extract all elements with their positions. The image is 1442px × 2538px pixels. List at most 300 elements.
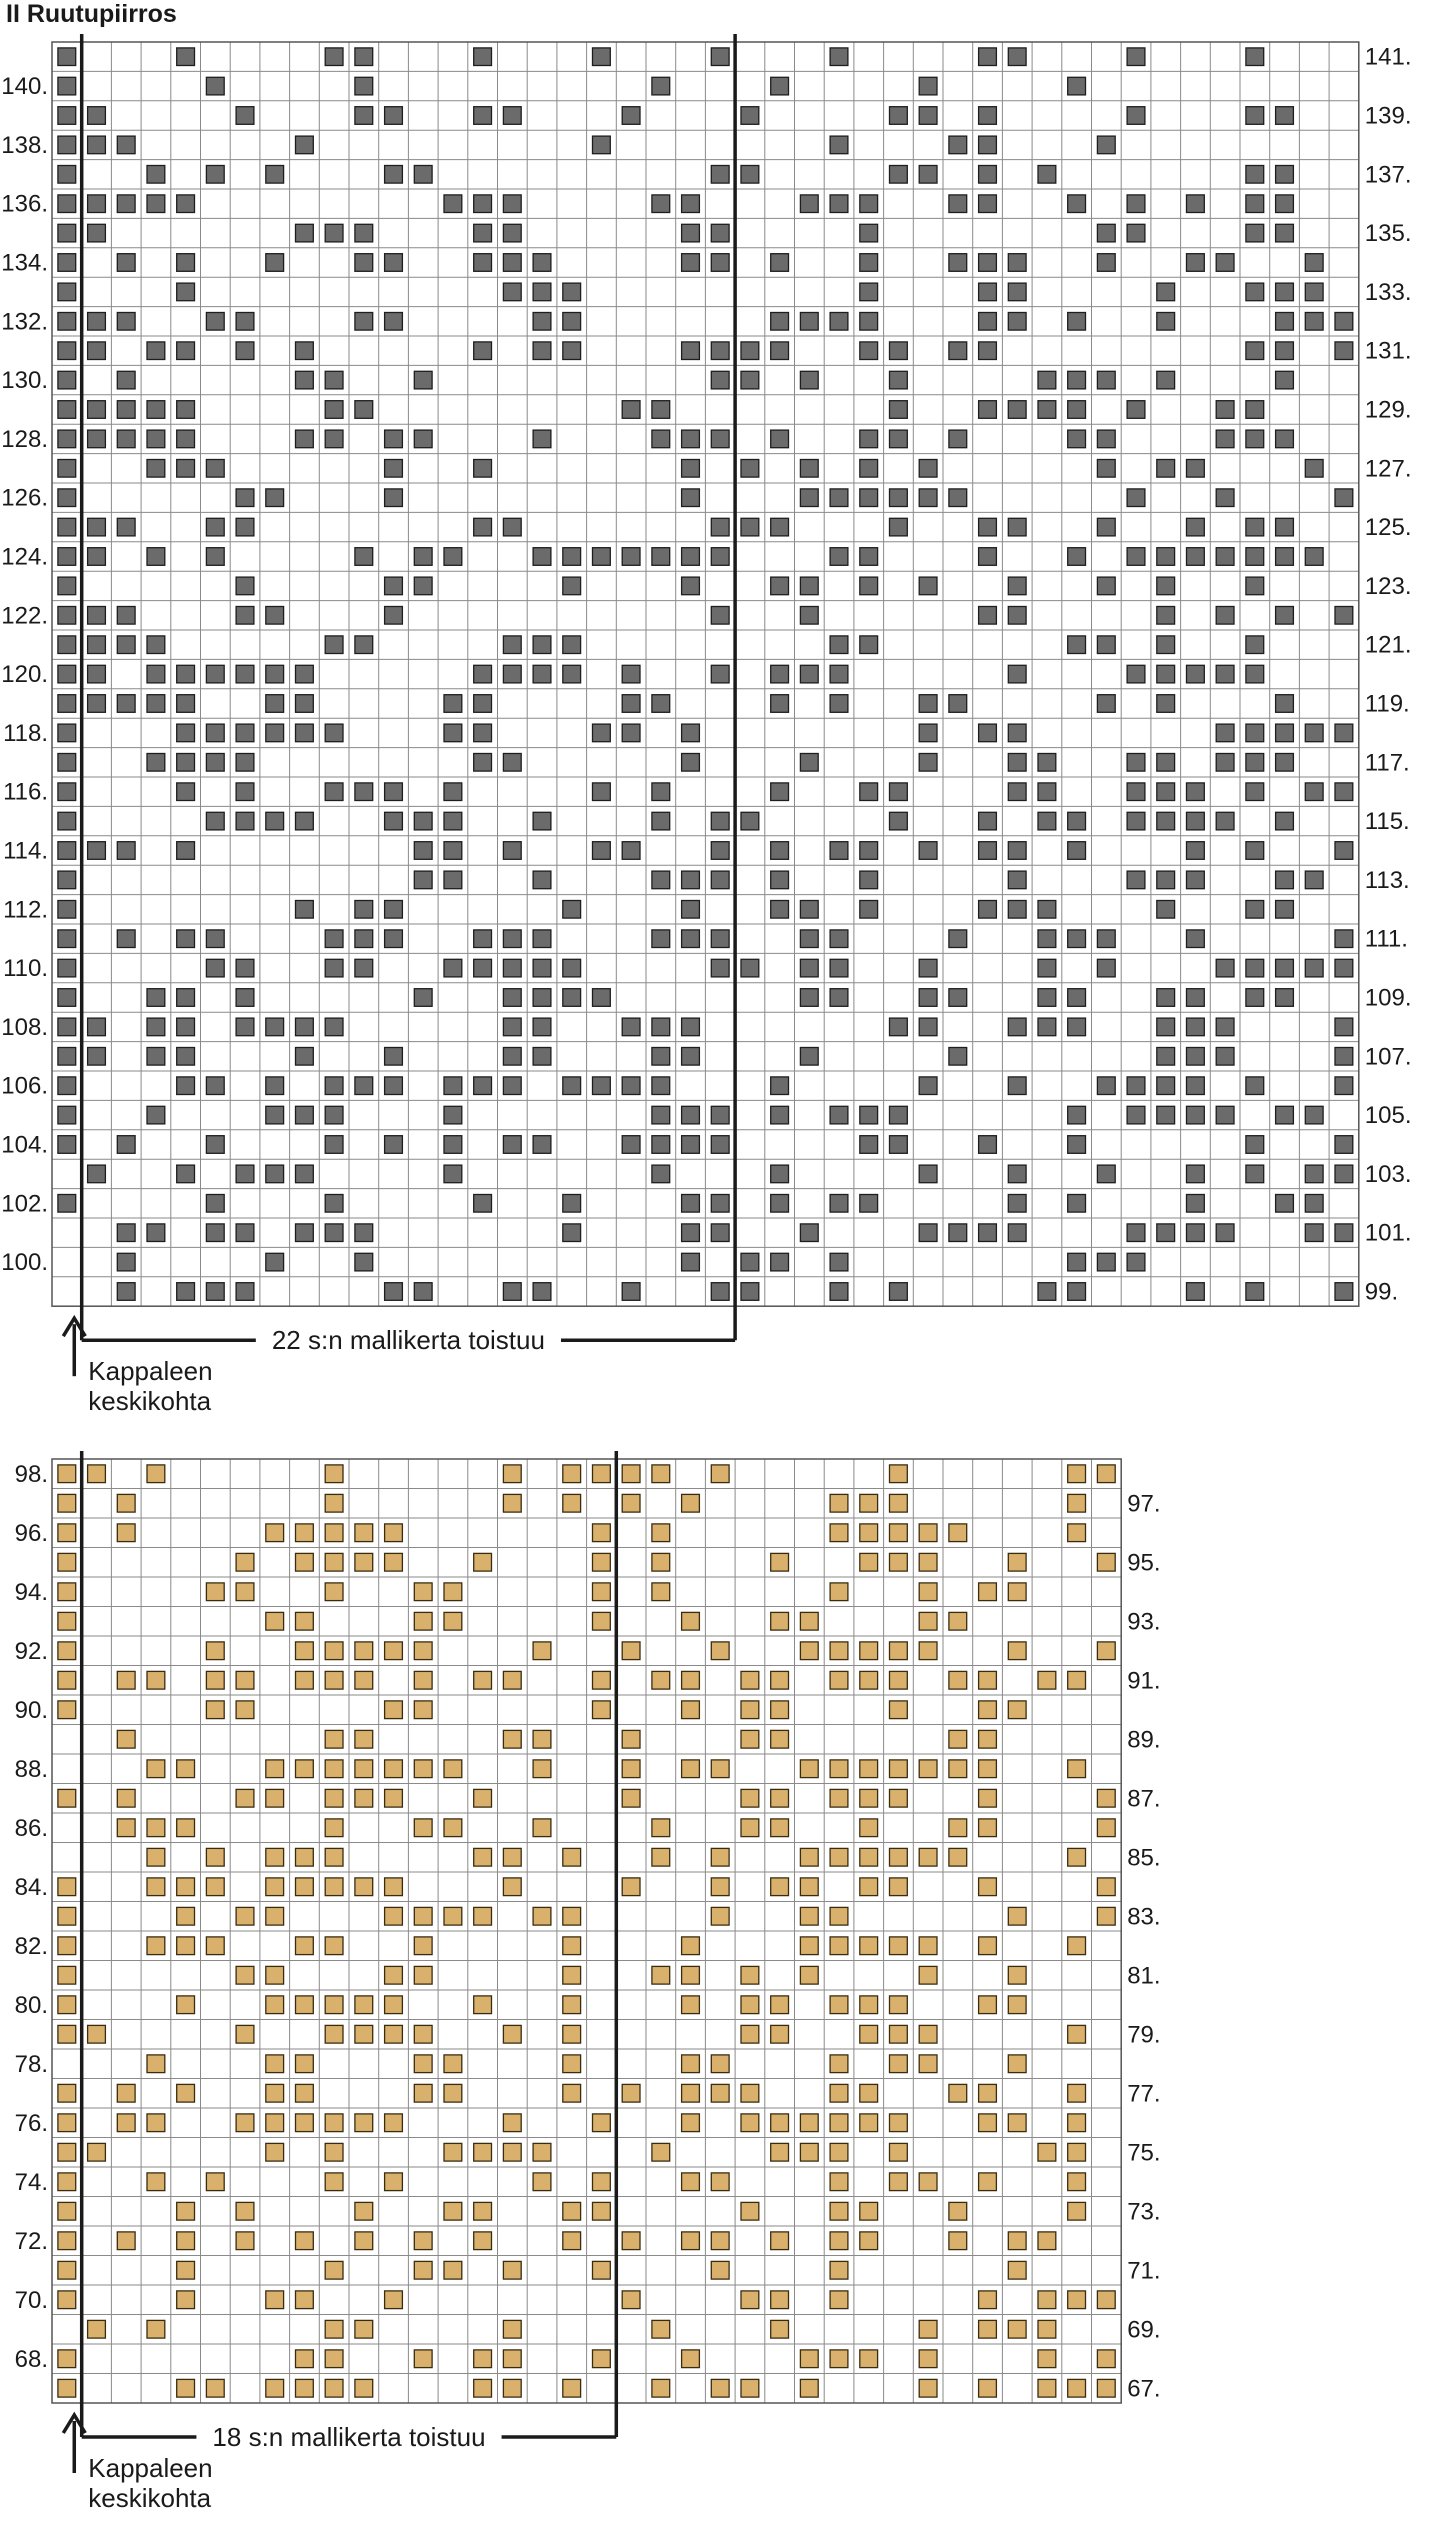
upper-stitch-row-107	[147, 1048, 165, 1066]
lower-stitch-row-93	[58, 1612, 76, 1630]
upper-stitch-row-123	[919, 577, 937, 595]
lower-stitch-row-89	[949, 1730, 967, 1748]
lower-stitch-row-82	[682, 1937, 700, 1955]
upper-stitch-row-120	[533, 665, 551, 683]
lower-stitch-row-96	[355, 1524, 373, 1542]
upper-stitch-row-103	[444, 1165, 462, 1183]
lower-stitch-row-84	[771, 1878, 789, 1896]
upper-stitch-row-119	[266, 695, 284, 713]
upper-stitch-row-113	[711, 871, 729, 889]
lower-stitch-row-72	[682, 2232, 700, 2250]
upper-stitch-row-141	[593, 48, 611, 66]
upper-stitch-row-138	[593, 136, 611, 154]
lower-stitch-row-90	[58, 1701, 76, 1719]
upper-stitch-row-141	[58, 48, 76, 66]
lower-stitch-row-73	[949, 2202, 967, 2220]
lower-stitch-row-94	[325, 1583, 343, 1601]
chart-title: II Ruutupiirros	[6, 0, 177, 28]
lower-stitch-row-86	[949, 1819, 967, 1837]
upper-stitch-row-123	[414, 577, 432, 595]
lower-stitch-row-67	[355, 2379, 373, 2397]
upper-row-label-left: 110.	[3, 955, 48, 983]
lower-stitch-row-86	[741, 1819, 759, 1837]
lower-stitch-row-98	[147, 1465, 165, 1483]
lower-stitch-row-72	[117, 2232, 135, 2250]
lower-stitch-row-91	[325, 1671, 343, 1689]
upper-row-label-right: 105.	[1364, 1102, 1412, 1130]
upper-stitch-row-112	[979, 901, 997, 919]
lower-stitch-row-97	[325, 1494, 343, 1512]
upper-stitch-row-121	[58, 636, 76, 654]
upper-stitch-row-117	[682, 754, 700, 772]
upper-stitch-row-115	[711, 812, 729, 830]
upper-stitch-row-109	[1038, 989, 1056, 1007]
lower-stitch-row-68	[58, 2350, 76, 2368]
upper-stitch-row-114	[919, 842, 937, 860]
lower-stitch-row-80	[266, 1996, 284, 2014]
lower-stitch-row-72	[711, 2232, 729, 2250]
upper-stitch-row-114	[860, 842, 878, 860]
upper-stitch-row-106	[771, 1077, 789, 1095]
upper-stitch-row-123	[563, 577, 581, 595]
lower-stitch-row-87	[236, 1789, 254, 1807]
upper-stitch-row-111	[830, 930, 848, 948]
upper-stitch-row-123	[1008, 577, 1026, 595]
upper-stitch-row-105	[1127, 1106, 1145, 1124]
lower-stitch-row-95	[296, 1553, 314, 1571]
lower-stitch-row-74	[979, 2173, 997, 2191]
lower-stitch-row-68	[296, 2350, 314, 2368]
upper-stitch-row-121	[1157, 636, 1175, 654]
upper-stitch-row-103	[296, 1165, 314, 1183]
upper-stitch-row-124	[206, 548, 224, 566]
upper-stitch-row-139	[741, 107, 759, 125]
upper-stitch-row-122	[385, 607, 403, 625]
lower-stitch-row-70	[1038, 2291, 1056, 2309]
upper-stitch-row-106	[444, 1077, 462, 1095]
lower-stitch-row-96	[949, 1524, 967, 1542]
lower-stitch-row-83	[444, 1907, 462, 1925]
lower-stitch-row-89	[979, 1730, 997, 1748]
lower-stitch-row-75	[58, 2143, 76, 2161]
upper-stitch-row-101	[1305, 1224, 1323, 1242]
upper-stitch-row-116	[860, 783, 878, 801]
lower-stitch-row-84	[979, 1878, 997, 1896]
lower-stitch-row-95	[593, 1553, 611, 1571]
upper-stitch-row-106	[563, 1077, 581, 1095]
upper-row-label-left: 134.	[1, 249, 48, 277]
upper-stitch-row-106	[206, 1077, 224, 1095]
upper-stitch-row-102	[563, 1195, 581, 1213]
upper-stitch-row-132	[236, 313, 254, 331]
lower-stitch-row-87	[979, 1789, 997, 1807]
lower-stitch-row-98	[563, 1465, 581, 1483]
upper-stitch-row-139	[236, 107, 254, 125]
upper-stitch-row-138	[830, 136, 848, 154]
upper-stitch-row-107	[296, 1048, 314, 1066]
lower-stitch-row-92	[414, 1642, 432, 1660]
upper-stitch-row-132	[58, 313, 76, 331]
upper-stitch-row-99	[741, 1283, 759, 1301]
upper-stitch-row-122	[1216, 607, 1234, 625]
upper-stitch-row-99	[414, 1283, 432, 1301]
lower-stitch-row-73	[860, 2202, 878, 2220]
upper-stitch-row-132	[533, 313, 551, 331]
upper-stitch-row-134	[1305, 254, 1323, 272]
lower-stitch-row-85	[800, 1848, 818, 1866]
upper-stitch-row-124	[711, 548, 729, 566]
upper-stitch-row-115	[236, 812, 254, 830]
lower-stitch-row-76	[117, 2114, 135, 2132]
upper-stitch-row-106	[58, 1077, 76, 1095]
lower-stitch-row-81	[563, 1966, 581, 1984]
upper-row-label-right: 137.	[1364, 161, 1412, 189]
lower-stitch-row-84	[800, 1878, 818, 1896]
upper-stitch-row-118	[325, 724, 343, 742]
lower-stitch-row-71	[830, 2261, 848, 2279]
upper-stitch-row-105	[147, 1106, 165, 1124]
upper-stitch-row-127	[1097, 460, 1115, 478]
upper-stitch-row-114	[830, 842, 848, 860]
upper-stitch-row-132	[771, 313, 789, 331]
upper-stitch-row-109	[1068, 989, 1086, 1007]
lower-stitch-row-97	[58, 1494, 76, 1512]
upper-stitch-row-135	[860, 224, 878, 242]
upper-stitch-row-103	[652, 1165, 670, 1183]
lower-stitch-row-86	[147, 1819, 165, 1837]
upper-stitch-row-101	[563, 1224, 581, 1242]
upper-stitch-row-134	[682, 254, 700, 272]
upper-stitch-row-135	[1246, 224, 1264, 242]
lower-stitch-row-88	[177, 1760, 195, 1778]
upper-stitch-row-112	[1157, 901, 1175, 919]
lower-stitch-row-98	[593, 1465, 611, 1483]
lower-stitch-row-85	[325, 1848, 343, 1866]
upper-stitch-row-130	[414, 371, 432, 389]
lower-stitch-row-77	[741, 2084, 759, 2102]
lower-stitch-row-75	[444, 2143, 462, 2161]
upper-stitch-row-112	[1276, 901, 1294, 919]
upper-stitch-row-114	[58, 842, 76, 860]
upper-stitch-row-107	[682, 1048, 700, 1066]
lower-stitch-row-78	[919, 2055, 937, 2073]
upper-stitch-row-106	[593, 1077, 611, 1095]
upper-stitch-row-101	[236, 1224, 254, 1242]
upper-stitch-row-123	[1246, 577, 1264, 595]
upper-stitch-row-108	[682, 1018, 700, 1036]
upper-stitch-row-111	[1068, 930, 1086, 948]
upper-stitch-row-114	[1246, 842, 1264, 860]
upper-stitch-row-121	[147, 636, 165, 654]
lower-stitch-row-92	[533, 1642, 551, 1660]
upper-stitch-row-127	[1305, 460, 1323, 478]
upper-stitch-row-116	[593, 783, 611, 801]
upper-stitch-row-109	[177, 989, 195, 1007]
upper-stitch-row-101	[682, 1224, 700, 1242]
lower-stitch-row-96	[266, 1524, 284, 1542]
lower-stitch-row-72	[1038, 2232, 1056, 2250]
upper-stitch-row-136	[652, 195, 670, 213]
lower-stitch-row-71	[325, 2261, 343, 2279]
lower-stitch-row-90	[682, 1701, 700, 1719]
upper-stitch-row-119	[444, 695, 462, 713]
upper-stitch-row-120	[1216, 665, 1234, 683]
upper-stitch-row-117	[1276, 754, 1294, 772]
lower-stitch-row-76	[800, 2114, 818, 2132]
upper-stitch-row-128	[533, 430, 551, 448]
lower-row-label-right: 67.	[1127, 2375, 1161, 2403]
upper-stitch-row-127	[385, 460, 403, 478]
upper-stitch-row-126	[385, 489, 403, 507]
upper-stitch-row-108	[652, 1018, 670, 1036]
upper-stitch-row-104	[711, 1136, 729, 1154]
upper-stitch-row-102	[1276, 1195, 1294, 1213]
lower-stitch-row-77	[622, 2084, 640, 2102]
upper-stitch-row-105	[711, 1106, 729, 1124]
upper-stitch-row-102	[1305, 1195, 1323, 1213]
upper-stitch-row-119	[1097, 695, 1115, 713]
lower-stitch-row-94	[206, 1583, 224, 1601]
lower-stitch-row-94	[58, 1583, 76, 1601]
upper-stitch-row-117	[177, 754, 195, 772]
upper-stitch-row-102	[830, 1195, 848, 1213]
upper-stitch-row-109	[1187, 989, 1205, 1007]
lower-stitch-row-67	[563, 2379, 581, 2397]
lower-row-label-left: 96.	[14, 1519, 48, 1547]
upper-stitch-row-135	[711, 224, 729, 242]
upper-row-label-right: 127.	[1364, 455, 1412, 483]
upper-stitch-row-99	[385, 1283, 403, 1301]
upper-stitch-row-118	[682, 724, 700, 742]
lower-stitch-row-98	[1068, 1465, 1086, 1483]
upper-stitch-row-124	[1276, 548, 1294, 566]
lower-stitch-row-84	[58, 1878, 76, 1896]
upper-stitch-row-118	[177, 724, 195, 742]
upper-stitch-row-100	[682, 1253, 700, 1271]
lower-stitch-row-75	[325, 2143, 343, 2161]
lower-row-label-right: 77.	[1127, 2080, 1161, 2108]
upper-stitch-row-118	[1335, 724, 1353, 742]
upper-stitch-row-116	[1187, 783, 1205, 801]
upper-stitch-row-109	[919, 989, 937, 1007]
upper-stitch-row-115	[741, 812, 759, 830]
lower-stitch-row-82	[800, 1937, 818, 1955]
lower-stitch-row-74	[325, 2173, 343, 2191]
upper-stitch-row-99	[890, 1283, 908, 1301]
lower-stitch-row-89	[741, 1730, 759, 1748]
lower-repeat-label: 18 s:n mallikerta toistuu	[212, 2422, 486, 2452]
lower-stitch-row-75	[266, 2143, 284, 2161]
lower-stitch-row-67	[919, 2379, 937, 2397]
lower-stitch-row-84	[177, 1878, 195, 1896]
lower-stitch-row-90	[385, 1701, 403, 1719]
lower-stitch-row-91	[236, 1671, 254, 1689]
lower-stitch-row-67	[711, 2379, 729, 2397]
upper-stitch-row-105	[830, 1106, 848, 1124]
upper-stitch-row-110	[563, 959, 581, 977]
upper-stitch-row-101	[1187, 1224, 1205, 1242]
lower-stitch-row-96	[860, 1524, 878, 1542]
lower-stitch-row-98	[622, 1465, 640, 1483]
upper-stitch-row-118	[474, 724, 492, 742]
lower-stitch-row-73	[474, 2202, 492, 2220]
lower-stitch-row-74	[1068, 2173, 1086, 2191]
upper-stitch-row-120	[1246, 665, 1264, 683]
upper-stitch-row-131	[771, 342, 789, 360]
upper-stitch-row-118	[622, 724, 640, 742]
lower-stitch-row-91	[474, 1671, 492, 1689]
upper-stitch-row-121	[1246, 636, 1264, 654]
upper-stitch-row-135	[1276, 224, 1294, 242]
lower-stitch-row-88	[622, 1760, 640, 1778]
lower-stitch-row-94	[979, 1583, 997, 1601]
lower-stitch-row-69	[355, 2320, 373, 2338]
lower-stitch-row-91	[830, 1671, 848, 1689]
lower-stitch-row-86	[1097, 1819, 1115, 1837]
upper-stitch-row-110	[800, 959, 818, 977]
upper-stitch-row-119	[919, 695, 937, 713]
upper-stitch-row-138	[117, 136, 135, 154]
lower-stitch-row-69	[919, 2320, 937, 2338]
upper-stitch-row-112	[58, 901, 76, 919]
upper-stitch-row-108	[325, 1018, 343, 1036]
upper-stitch-row-136	[1127, 195, 1145, 213]
upper-stitch-row-141	[474, 48, 492, 66]
lower-stitch-row-82	[830, 1937, 848, 1955]
upper-stitch-row-129	[890, 401, 908, 419]
upper-stitch-row-119	[474, 695, 492, 713]
upper-stitch-row-109	[58, 989, 76, 1007]
upper-stitch-row-128	[890, 430, 908, 448]
lower-stitch-row-82	[147, 1937, 165, 1955]
upper-stitch-row-105	[325, 1106, 343, 1124]
lower-stitch-row-70	[266, 2291, 284, 2309]
lower-stitch-row-98	[58, 1465, 76, 1483]
upper-stitch-row-141	[1127, 48, 1145, 66]
lower-stitch-row-88	[949, 1760, 967, 1778]
lower-stitch-row-98	[890, 1465, 908, 1483]
upper-stitch-row-139	[1246, 107, 1264, 125]
upper-stitch-row-102	[860, 1195, 878, 1213]
upper-stitch-row-108	[147, 1018, 165, 1036]
lower-stitch-row-69	[503, 2320, 521, 2338]
upper-stitch-row-136	[147, 195, 165, 213]
upper-stitch-row-140	[771, 77, 789, 95]
lower-stitch-row-83	[711, 1907, 729, 1925]
upper-stitch-row-122	[800, 607, 818, 625]
upper-stitch-row-104	[503, 1136, 521, 1154]
upper-stitch-row-132	[979, 313, 997, 331]
upper-stitch-row-130	[1276, 371, 1294, 389]
upper-stitch-row-101	[1335, 1224, 1353, 1242]
lower-stitch-row-85	[503, 1848, 521, 1866]
upper-stitch-row-129	[1246, 401, 1264, 419]
lower-stitch-row-91	[414, 1671, 432, 1689]
upper-stitch-row-109	[236, 989, 254, 1007]
lower-stitch-row-73	[741, 2202, 759, 2220]
upper-stitch-row-112	[800, 901, 818, 919]
upper-stitch-row-114	[177, 842, 195, 860]
lower-stitch-row-77	[682, 2084, 700, 2102]
upper-stitch-row-113	[1127, 871, 1145, 889]
upper-stitch-row-129	[1008, 401, 1026, 419]
lower-stitch-row-87	[890, 1789, 908, 1807]
upper-stitch-row-110	[830, 959, 848, 977]
upper-stitch-row-139	[1276, 107, 1294, 125]
upper-stitch-row-134	[771, 254, 789, 272]
upper-stitch-row-110	[1097, 959, 1115, 977]
upper-stitch-row-107	[800, 1048, 818, 1066]
lower-stitch-row-85	[474, 1848, 492, 1866]
lower-stitch-row-92	[1097, 1642, 1115, 1660]
lower-stitch-row-88	[919, 1760, 937, 1778]
upper-stitch-row-126	[919, 489, 937, 507]
lower-stitch-row-89	[533, 1730, 551, 1748]
upper-stitch-row-125	[503, 518, 521, 536]
upper-stitch-row-134	[177, 254, 195, 272]
lower-stitch-row-71	[1008, 2261, 1026, 2279]
lower-stitch-row-79	[890, 2025, 908, 2043]
lower-stitch-row-68	[919, 2350, 937, 2368]
upper-stitch-row-108	[177, 1018, 195, 1036]
upper-row-label-right: 121.	[1364, 631, 1412, 659]
lower-stitch-row-75	[1038, 2143, 1056, 2161]
upper-stitch-row-132	[1157, 313, 1175, 331]
upper-stitch-row-118	[1216, 724, 1234, 742]
upper-stitch-row-131	[860, 342, 878, 360]
lower-stitch-row-92	[385, 1642, 403, 1660]
lower-stitch-row-87	[622, 1789, 640, 1807]
upper-stitch-row-115	[414, 812, 432, 830]
upper-center-label: Kappaleen	[88, 1356, 213, 1387]
lower-stitch-row-72	[1008, 2232, 1026, 2250]
lower-stitch-row-92	[1008, 1642, 1026, 1660]
upper-stitch-row-125	[206, 518, 224, 536]
upper-stitch-row-113	[1276, 871, 1294, 889]
lower-stitch-row-95	[236, 1553, 254, 1571]
upper-stitch-row-130	[296, 371, 314, 389]
upper-stitch-row-101	[1127, 1224, 1145, 1242]
lower-stitch-row-86	[177, 1819, 195, 1837]
upper-row-label-left: 138.	[1, 131, 48, 159]
upper-stitch-row-115	[652, 812, 670, 830]
lower-stitch-row-78	[830, 2055, 848, 2073]
upper-stitch-row-116	[355, 783, 373, 801]
upper-stitch-row-109	[503, 989, 521, 1007]
lower-stitch-row-80	[58, 1996, 76, 2014]
upper-stitch-row-139	[503, 107, 521, 125]
lower-stitch-row-92	[58, 1642, 76, 1660]
lower-stitch-row-91	[771, 1671, 789, 1689]
lower-stitch-row-69	[88, 2320, 106, 2338]
upper-stitch-row-101	[1008, 1224, 1026, 1242]
lower-stitch-row-74	[890, 2173, 908, 2191]
lower-stitch-row-77	[117, 2084, 135, 2102]
lower-stitch-row-72	[622, 2232, 640, 2250]
upper-row-label-right: 101.	[1364, 1219, 1412, 1247]
upper-stitch-row-119	[622, 695, 640, 713]
upper-stitch-row-108	[88, 1018, 106, 1036]
lower-stitch-row-91	[355, 1671, 373, 1689]
lower-stitch-row-71	[414, 2261, 432, 2279]
upper-stitch-row-108	[503, 1018, 521, 1036]
lower-stitch-row-95	[58, 1553, 76, 1571]
lower-stitch-row-85	[206, 1848, 224, 1866]
upper-stitch-row-101	[919, 1224, 937, 1242]
upper-stitch-row-137	[206, 166, 224, 184]
lower-stitch-row-92	[919, 1642, 937, 1660]
lower-stitch-row-84	[890, 1878, 908, 1896]
